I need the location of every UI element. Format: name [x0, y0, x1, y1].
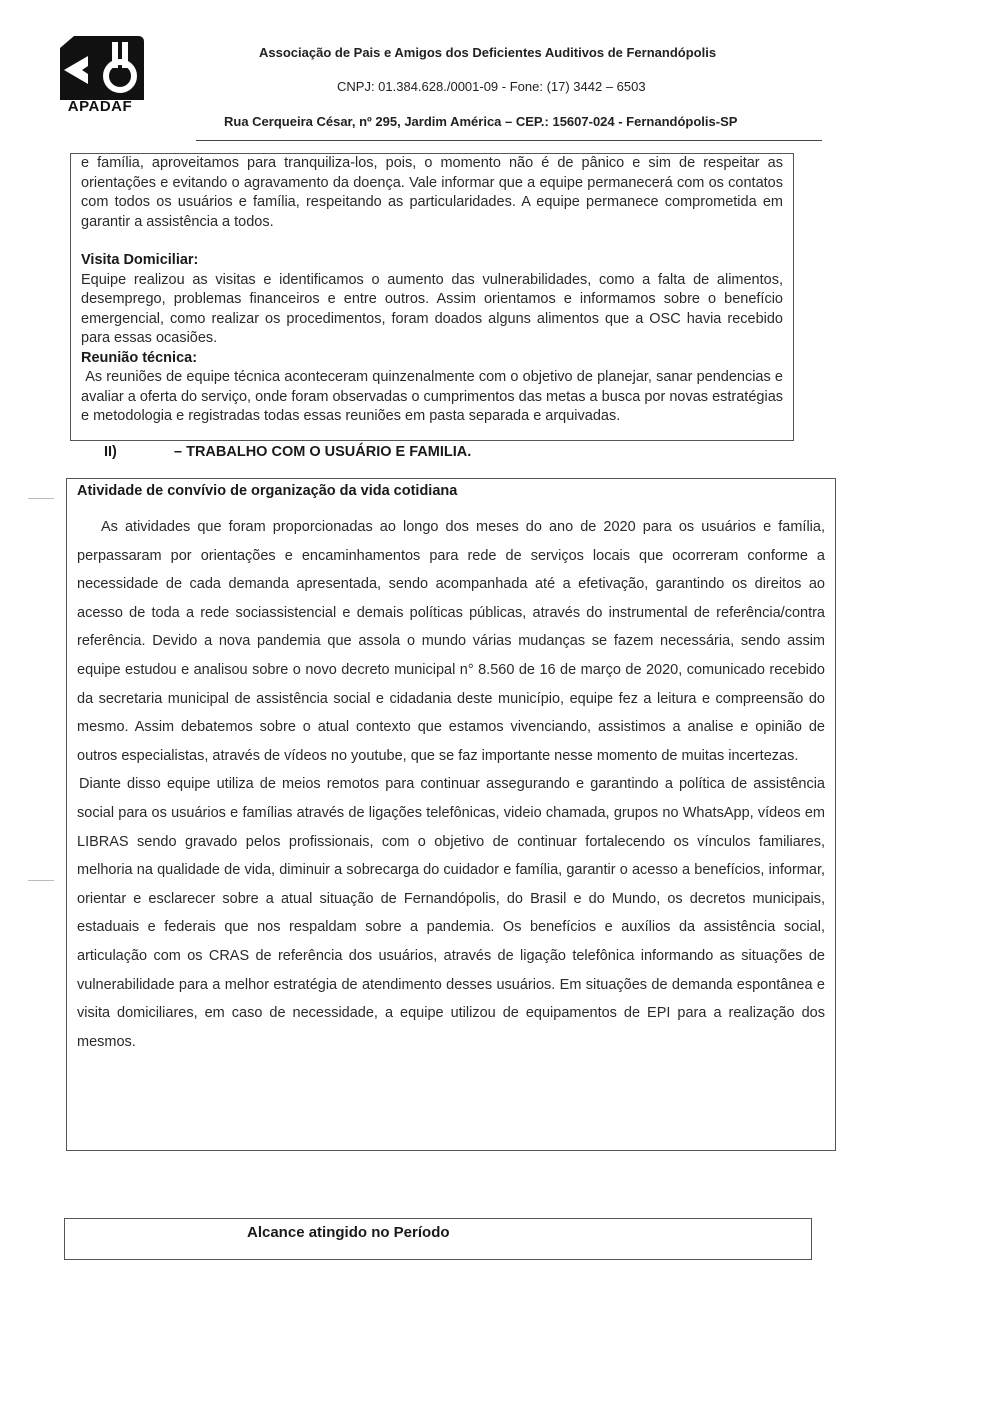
header-divider — [196, 140, 822, 141]
daily-life-activity-title: Atividade de convívio de organização da vida cotidiana — [77, 483, 458, 499]
section-number: II) — [104, 444, 117, 460]
visita-domiciliar-title: Visita Domiciliar: — [81, 252, 199, 268]
organization-name: Associação de Pais e Amigos dos Deficientes Auditivos de Fernandópolis — [259, 45, 717, 60]
section-title: – TRABALHO COM O USUÁRIO E FAMILIA. — [174, 444, 472, 460]
visita-domiciliar-text: Equipe realizou as visitas e identificamos o aumento das vulnerabilidades, como a falta de alimentos, desemprego, problemas financeiros e entre outros. Assim orientamos e informamos sobre o benefício emergencial, como realizar os procedimentos, foram doados alguns alimentos que a OSC havia recebido para essas ocasiões. — [81, 271, 783, 346]
activities-box — [70, 153, 794, 441]
spacer — [81, 232, 783, 251]
cnpj-phone-line: CNPJ: 01.384.628./0001-09 - Fone: (17) 3442 – 6503 — [337, 79, 646, 94]
activity-paragraph-2: Diante disso equipe utiliza de meios remotos para continuar assegurando e garantindo a política de assistência social para os usuários e famílias através de ligações telefônicas, videio chamada, grupos no WhatsApp, vídeos em LIBRAS sendo gravado pelos profissionais, com o objetivo de continuar fortalecendo os vínculos familiares, melhoria na qualidade de vida, diminuir a sobrecarga do cuidador e família, garantir o acesso a benefícios, informar, orientar e esclarecer sobre a atual situação de Fernandópolis, do Brasil e do Mundo, os decretos municipais, estaduais e federais que nos respaldam sobre a pandemia. Os benefícios e auxílios da assistência social, articulação com os CRAS de referência dos usuários, através de ligação telefônica informando as situações de vulnerabilidade para a melhor estratégia de atendimento desses usuários. Em situações de demanda espontânea e visita domiciliares, em caso de necessidade, a equipe utilizou de equipamentos de EPI para a realização dos mesmos. — [77, 776, 825, 1050]
section-ii-heading — [104, 444, 471, 460]
ear-logo-icon — [54, 34, 146, 102]
margin-mark — [28, 880, 54, 881]
activity-paragraph-1: As atividades que foram proporcionadas ao longo dos meses do ano de 2020 para os usuários e família, perpassaram por orientações e encaminhamentos para rede de serviços locais que ocorreram conforme a necessidade de cada demanda apresentada, sendo acompanhada até a efetivação, garantindo os direitos ao acesso de toda a rede sociassistencial e demais políticas públicas, através do instrumental de referência/contra referência. Devido a nova pandemia que assola o mundo várias mudanças se fazem necessária, sendo assim equipe estudou e analisou sobre o novo decreto municipal n° 8.560 de 16 de março de 2020, comunicado recebido da secretaria municipal de assistência social e cidadania deste município, equipe fez a leitura e compreensão do mesmo. Assim debatemos sobre o atual contexto que estamos vivenciando, assistimos a analise e opinião de outros especialistas, através de vídeos no youtube, que se faz importante nesse momento de muitas incertezas. — [77, 519, 825, 764]
intro-paragraph: e família, aproveitamos para tranquiliza-los, pois, o momento não é de pânico e sim de respeitar as orientações e evitando o agravamento da doença. Vale informar que a equipe permanecerá com os contatos com todos os usuários e família, respeitando as particularidades. A equipe permanece comprometida em garantir a assistência a todos. — [81, 155, 783, 230]
daily-life-activity-box — [66, 478, 836, 1151]
apadaf-logo — [52, 34, 148, 118]
reach-title: Alcance atingido no Período — [247, 1224, 450, 1241]
logo-text: APADAF — [67, 98, 133, 115]
reuniao-tecnica-text: As reuniões de equipe técnica aconteceram quinzenalmente com o objetivo de planejar, sanar pendencias e avaliar a oferta do serviço, onde foram observadas o cumprimentos das metas a busca por novas estratégias e metodologia e registradas todas essas reuniões em pasta separada e arquivadas. — [81, 369, 788, 424]
reuniao-tecnica-title: Reunião técnica: — [81, 349, 198, 366]
address-line: Rua Cerqueira César, nº 295, Jardim América – CEP.: 15607-024 - Fernandópolis-SP — [224, 114, 738, 129]
reach-box — [64, 1218, 812, 1260]
margin-mark — [28, 498, 54, 499]
